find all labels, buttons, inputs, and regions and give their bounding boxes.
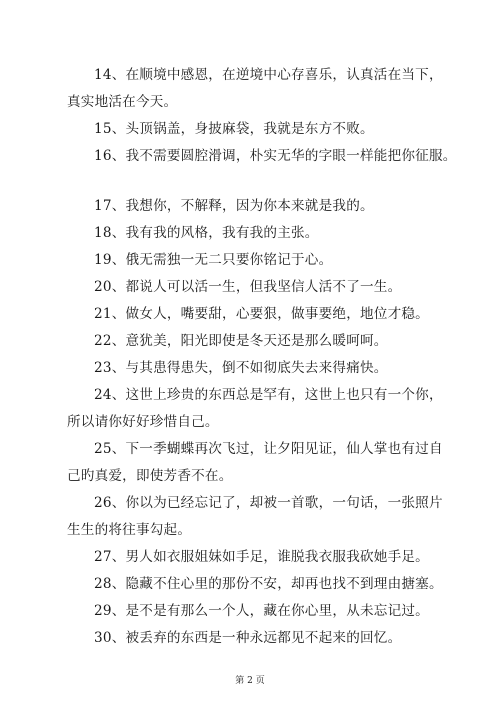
entry-24-line-1: 24、这世上珍贵的东西总是罕有，这世上也只有一个你， xyxy=(94,387,443,403)
entry-19: 19、俄无需独一无二只要你铭记于心。 xyxy=(94,252,333,268)
entry-17: 17、我想你，不解释，因为你本来就是我的。 xyxy=(94,198,374,214)
entry-15: 15、头顶锅盖，身披麻袋，我就是东方不败。 xyxy=(94,121,374,137)
entry-23: 23、与其患得患失，倒不如彻底失去来得痛快。 xyxy=(94,360,388,376)
entry-20: 20、都说人可以活一生，但我坚信人活不了一生。 xyxy=(94,279,402,295)
entry-14-line-2: 真实地活在今天。 xyxy=(67,94,178,110)
entry-30: 30、被丢弃的东西是一种永远都见不起来的回忆。 xyxy=(94,630,402,646)
entry-25-line-2: 己旳真爱，即使芳香不在。 xyxy=(67,468,233,484)
entry-26-line-1: 26、你以为已经忘记了，却被一首歌，一句话，一张照片 xyxy=(94,495,443,511)
entry-22: 22、意犹美，阳光即使是冬天还是那么暖呵呵。 xyxy=(94,333,388,349)
entry-14-line-1: 14、在顺境中感恩，在逆境中心存喜乐，认真活在当下， xyxy=(94,67,443,83)
entry-27: 27、男人如衣服姐妹如手足，谁脱我衣服我砍她手足。 xyxy=(94,549,429,565)
entry-16: 16、我不需要圆腔滑调，朴实无华的字眼一样能把你征服。 xyxy=(94,148,457,164)
entry-21: 21、做女人，嘴要甜，心要狠，做事要绝，地位才稳。 xyxy=(94,306,429,322)
entry-24-line-2: 所以请你好好珍惜自己。 xyxy=(67,414,219,430)
page-number: 第 2 页 xyxy=(235,676,265,686)
entry-25-line-1: 25、下一季蝴蝶再次飞过，让夕阳见证，仙人掌也有过自 xyxy=(94,441,443,457)
entry-26-line-2: 生生的将往事勾起。 xyxy=(67,522,192,538)
entry-28: 28、隐藏不住心里的那份不安，却再也找不到理由搪塞。 xyxy=(94,576,443,592)
entry-18: 18、我有我的风格，我有我的主张。 xyxy=(94,225,319,241)
entry-29: 29、是不是有那么一个人，藏在你心里，从未忘记过。 xyxy=(94,603,429,619)
